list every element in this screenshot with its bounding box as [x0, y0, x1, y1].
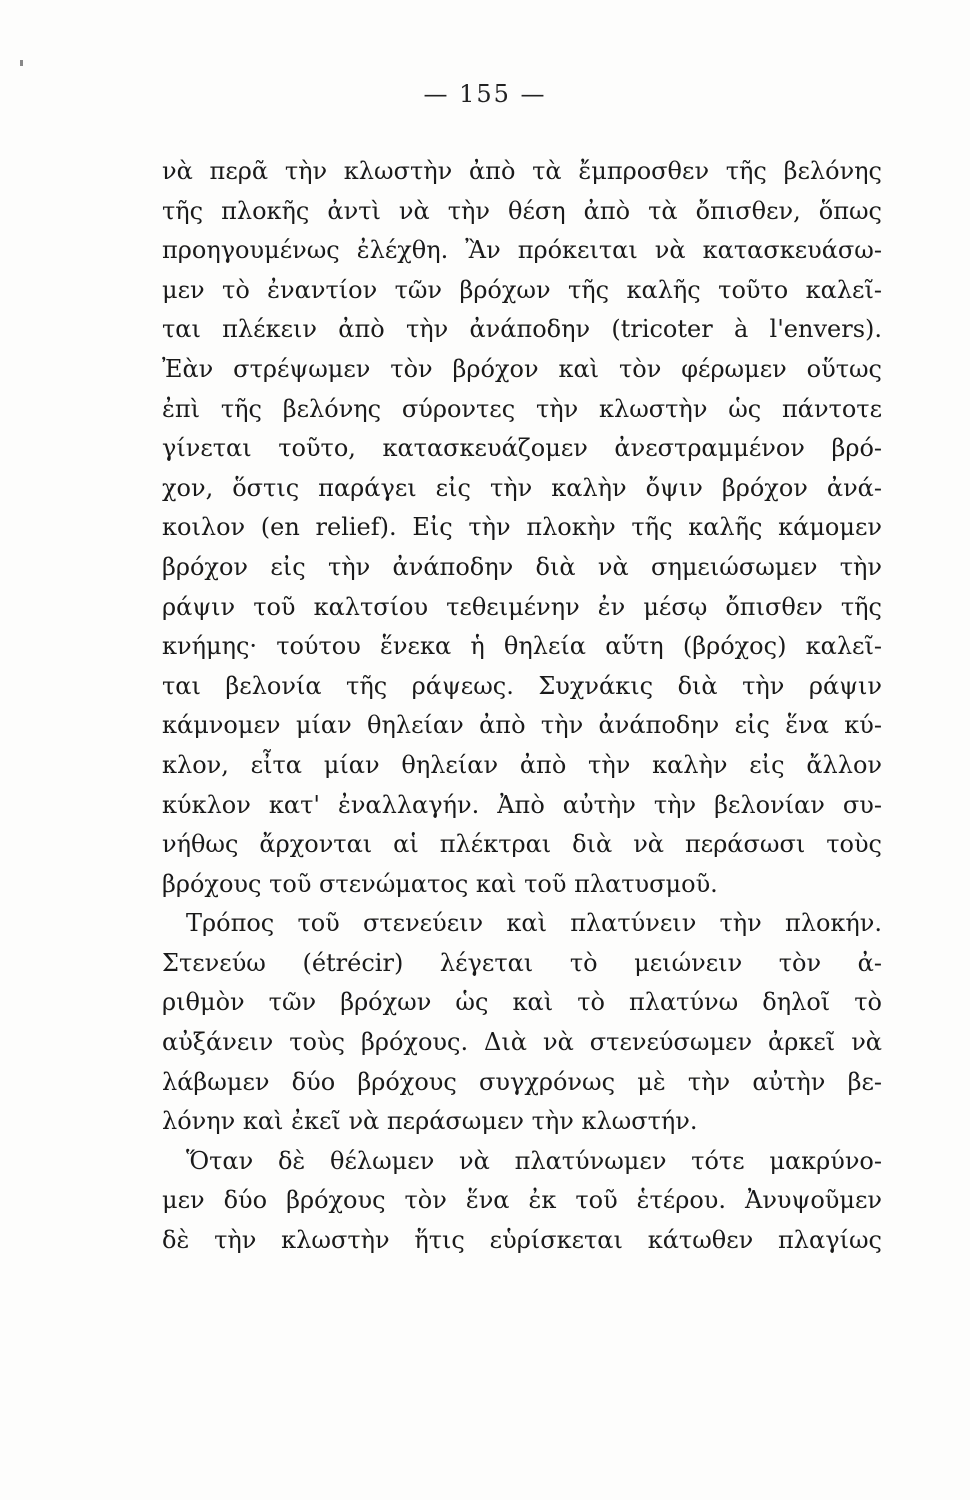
section-heading: Τρόπος τοῦ στενεύειν καὶ πλατύνειν τὴν πλοκήν. [186, 909, 882, 938]
text-line: νήθως ἄρχονται αἱ πλέκτραι διὰ νὰ περάσωσι τοὺς [162, 830, 882, 859]
text-line: βρόχον εἰς τὴν ἀνάποδην διὰ νὰ σημειώσωμεν τὴν [162, 552, 882, 581]
text-line: γίνεται τοῦτο, κατασκευάζομεν ἀνεστραμμένον βρό- [162, 434, 882, 463]
text-line: τῆς πλοκῆς ἀντὶ νὰ τὴν θέση ἀπὸ τὰ ὄπισθεν, ὅπως [162, 196, 882, 225]
text-line: προηγουμένως ἐλέχθη. Ἂν πρόκειται νὰ κατασκευάσω- [162, 236, 882, 265]
text-line: ράψιν τοῦ καλτσίου τεθειμένην ἐν μέσῳ ὄπισθεν τῆς [162, 592, 882, 621]
stray-mark [20, 60, 23, 66]
text-line: μεν τὸ ἐναντίον τῶν βρόχων τῆς καλῆς τοῦτο καλεῖ- [162, 275, 882, 304]
text-line: ται πλέκειν ἀπὸ τὴν ἀνάποδην (tricoter à l'envers). [162, 315, 882, 344]
text-line: λόνην καὶ ἐκεῖ νὰ περάσωμεν τὴν κλωστήν. [162, 1107, 698, 1136]
text-line: βρόχους τοῦ στενώματος καὶ τοῦ πλατυσμοῦ. [162, 869, 718, 898]
text-line: μεν δύο βρόχους τὸν ἕνα ἐκ τοῦ ἑτέρου. Ἀνυψοῦμεν [162, 1186, 882, 1215]
text-line: ται βελονία τῆς ράψεως. Συχνάκις διὰ τὴν ράψιν [162, 671, 882, 700]
page-number: — 155 — [423, 80, 547, 108]
text-line: Ἐὰν στρέψωμεν τὸν βρόχον καὶ τὸν φέρωμεν οὕτως [162, 354, 882, 383]
text-line: χον, ὅστις παράγει εἰς τὴν καλὴν ὄψιν βρόχον ἀνά- [162, 473, 882, 502]
text-line: δὲ τὴν κλωστὴν ἥτις εὑρίσκεται κάτωθεν πλαγίως [162, 1226, 882, 1255]
text-line: Ὅταν δὲ θέλωμεν νὰ πλατύνωμεν τότε μακρύνο- [186, 1146, 882, 1175]
text-line: λάβωμεν δύο βρόχους συγχρόνως μὲ τὴν αὐτὴν βε- [162, 1067, 882, 1096]
body-text [162, 152, 882, 1261]
text-line: κάμνομεν μίαν θηλείαν ἀπὸ τὴν ἀνάποδην εἰς ἕνα κύ- [162, 711, 882, 740]
text-line: κοιλον (en relief). Εἰς τὴν πλοκὴν τῆς καλῆς κάμομεν [162, 513, 882, 542]
text-line: κλον, εἶτα μίαν θηλείαν ἀπὸ τὴν καλὴν εἰς ἄλλον [162, 750, 882, 779]
text-line: ριθμὸν τῶν βρόχων ὡς καὶ τὸ πλατύνω δηλοῖ τὸ [162, 988, 882, 1017]
text-line: αὐξάνειν τοὺς βρόχους. Διὰ νὰ στενεύσωμεν ἀρκεῖ νὰ [162, 1028, 882, 1057]
text-line: νὰ περᾶ τὴν κλωστὴν ἀπὸ τὰ ἔμπροσθεν τῆς βελόνης [162, 157, 882, 185]
text-line: κύκλον κατ' ἐναλλαγήν. Ἀπὸ αὐτὴν τὴν βελονίαν συ- [162, 790, 882, 819]
text-line: κνήμης· τούτου ἕνεκα ἡ θηλεία αὕτη (βρόχος) καλεῖ- [162, 632, 882, 661]
text-line: ἐπὶ τῆς βελόνης σύροντες τὴν κλωστὴν ὡς πάντοτε [162, 394, 882, 423]
text-line: Στενεύω (étrécir) λέγεται τὸ μειώνειν τὸν ἀ- [162, 948, 882, 977]
